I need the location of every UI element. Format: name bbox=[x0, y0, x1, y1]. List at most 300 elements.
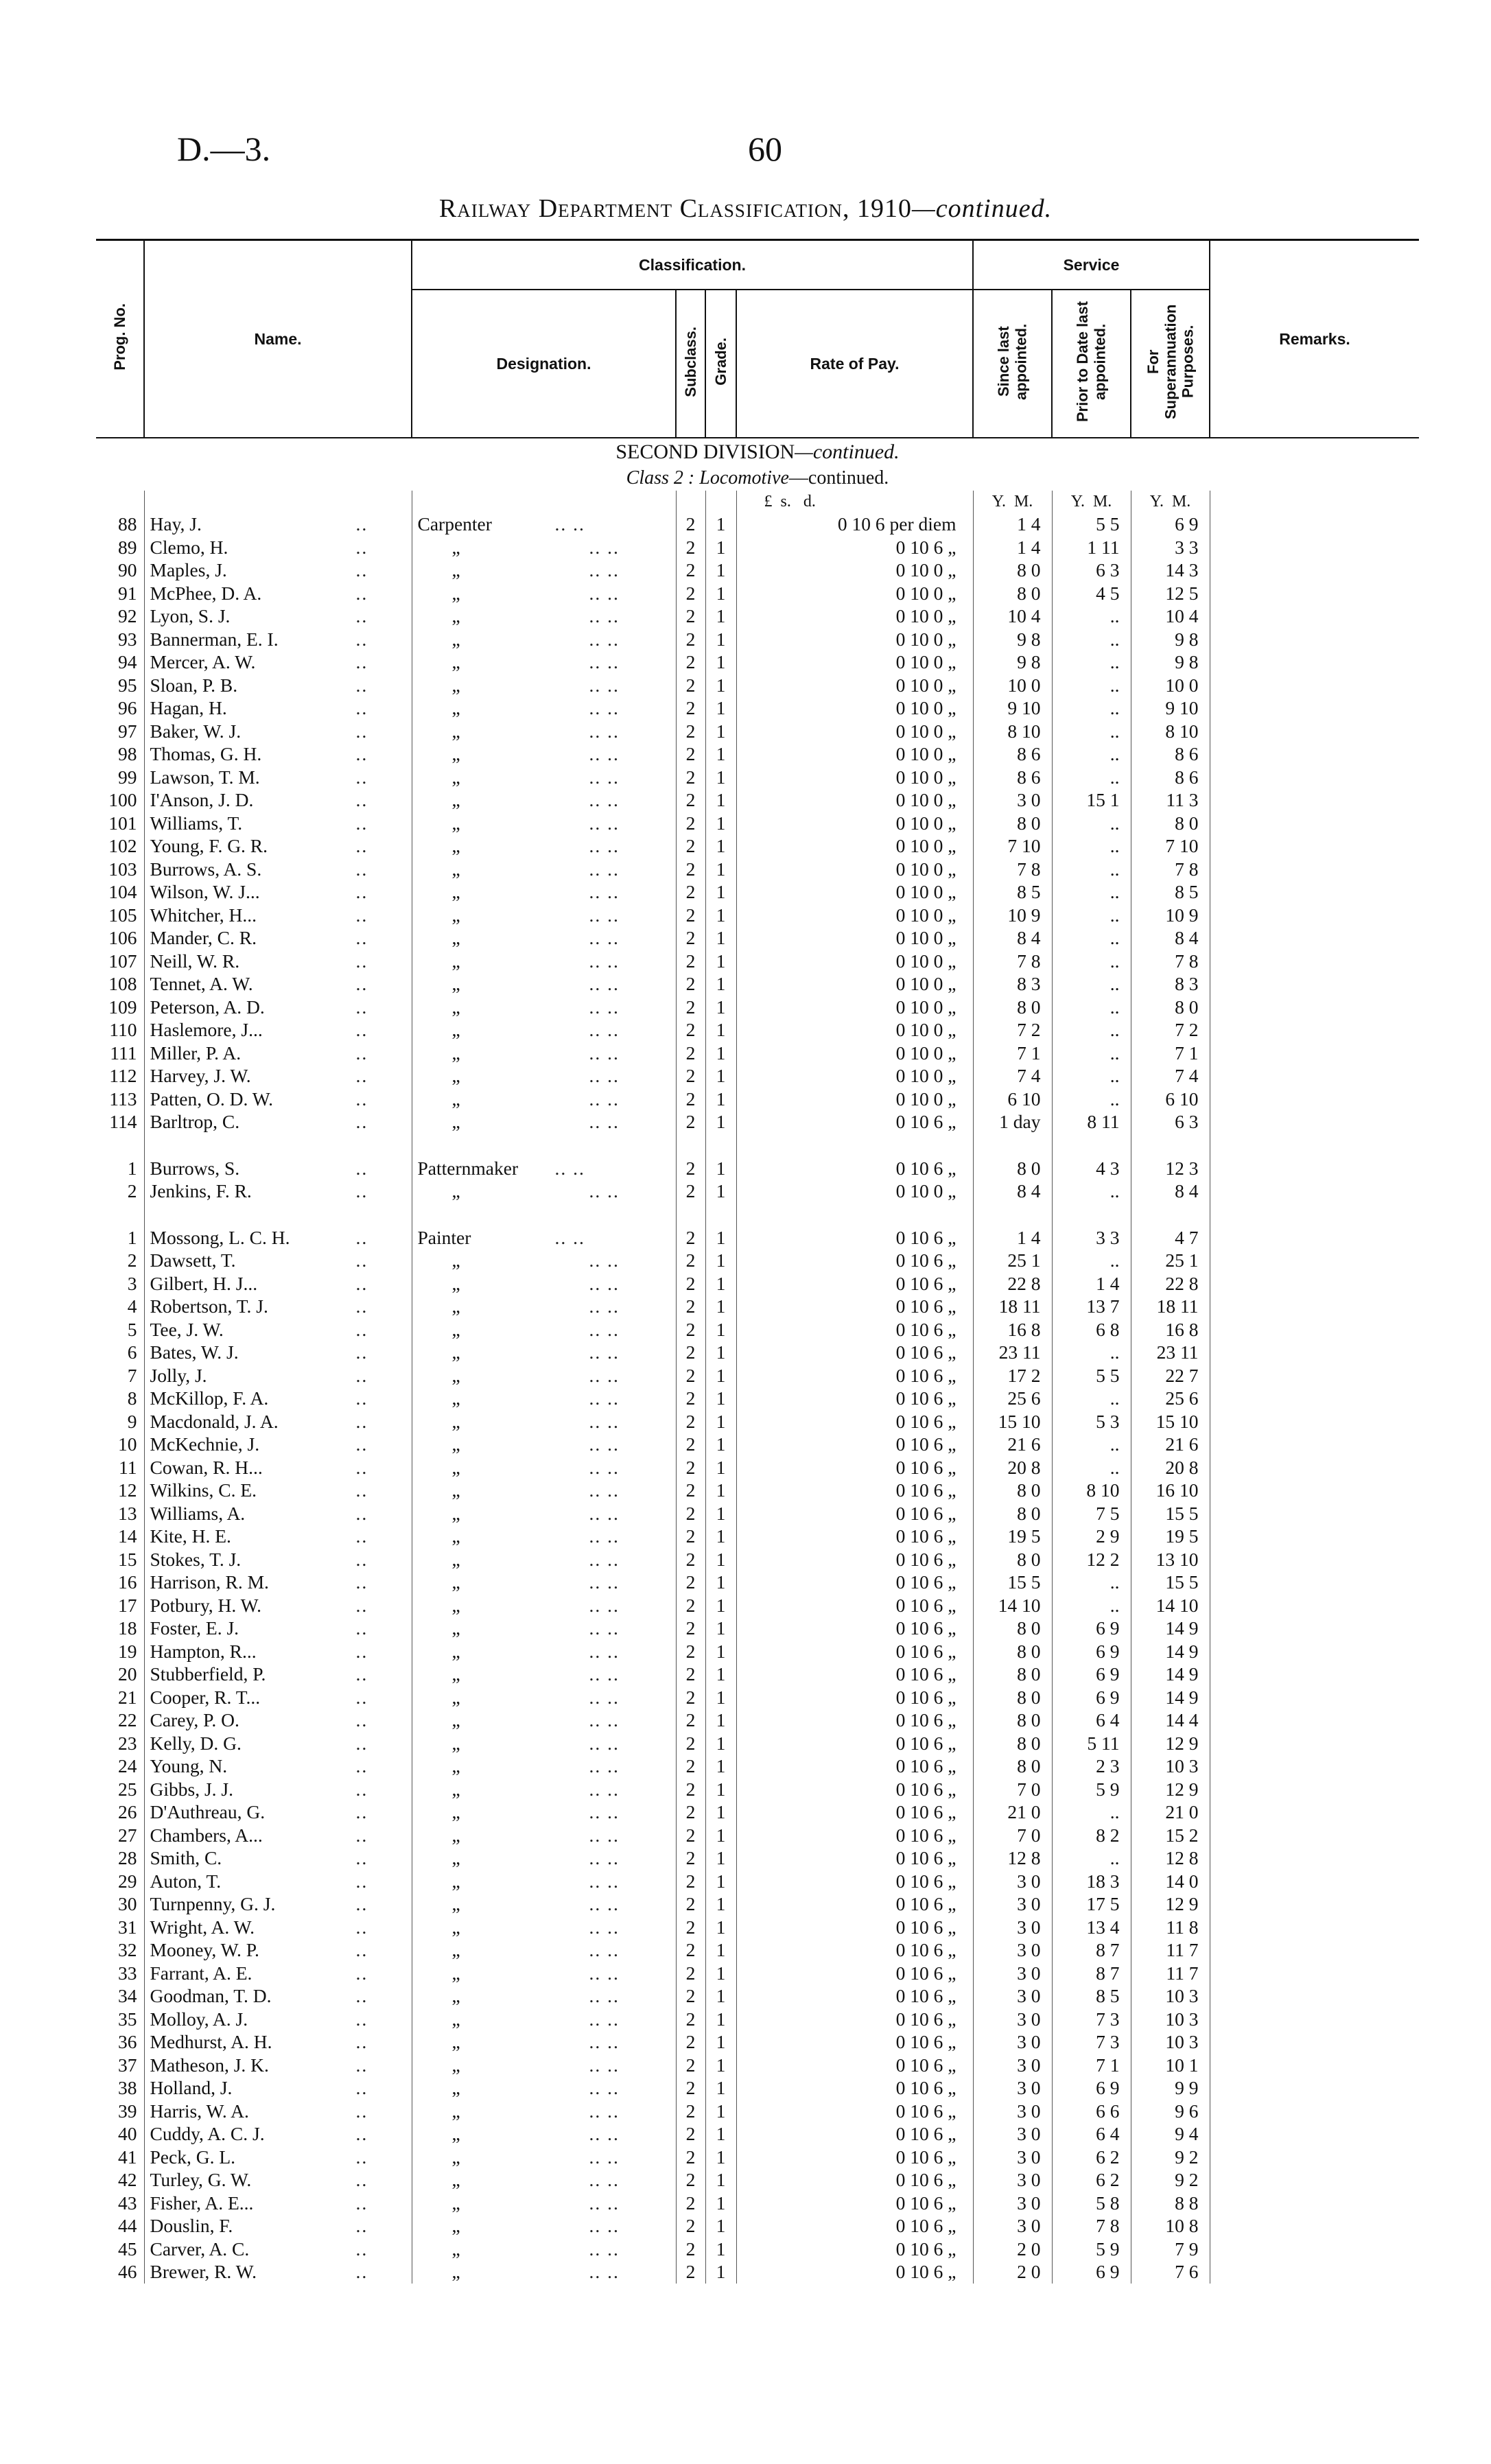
rate-of-pay-cell: 0 10 6 „ bbox=[736, 1962, 973, 1985]
name-cell bbox=[144, 1272, 412, 1295]
for-super-cell: 12 5 bbox=[1131, 582, 1210, 605]
designation-text: Patternmaker bbox=[417, 1157, 519, 1179]
name-text: Auton, T. bbox=[150, 1870, 222, 1892]
for-super-cell: 21 0 bbox=[1131, 1800, 1210, 1824]
table-row bbox=[96, 1548, 1419, 1571]
name-text: Whitcher, H... bbox=[150, 904, 257, 926]
designation-cell bbox=[412, 1709, 676, 1732]
prog-no-cell: 46 bbox=[118, 2261, 137, 2282]
name-cell bbox=[144, 1962, 412, 1985]
since-last-cell: 25 1 bbox=[973, 1249, 1052, 1272]
leader-dots: .. .. bbox=[589, 1433, 620, 1455]
for-super-cell: 10 4 bbox=[1131, 605, 1210, 628]
remarks-cell bbox=[1210, 1387, 1419, 1410]
designation-text: „ bbox=[451, 1180, 460, 1201]
name-text: I'Anson, J. D. bbox=[150, 789, 254, 810]
designation-text: „ bbox=[451, 1709, 460, 1730]
name-text: Gibbs, J. J. bbox=[150, 1778, 233, 1800]
prior-to-date-cell: 4 5 bbox=[1052, 582, 1131, 605]
name-text: Medhurst, A. H. bbox=[150, 2031, 272, 2052]
remarks-cell bbox=[1210, 2076, 1419, 2100]
table-row bbox=[96, 972, 1419, 996]
leader-dots: .. .. bbox=[589, 950, 620, 972]
leader-dots: .. .. bbox=[589, 1893, 620, 1914]
since-last-cell: 8 0 bbox=[973, 1755, 1052, 1778]
name-text: Macdonald, J. A. bbox=[150, 1410, 279, 1432]
designation-text: „ bbox=[451, 927, 460, 948]
leader-dots: .. .. bbox=[589, 1939, 620, 1960]
header-for-super-label: For Superannuation Purposes. bbox=[1144, 304, 1197, 419]
subclass-cell: 2 bbox=[676, 1778, 705, 1801]
grade-cell: 1 bbox=[705, 1686, 736, 1709]
prior-to-date-cell: 6 9 bbox=[1052, 1663, 1131, 1686]
prog-no-cell: 101 bbox=[108, 812, 137, 834]
remarks-cell bbox=[1210, 2100, 1419, 2123]
grade-cell: 1 bbox=[705, 1433, 736, 1456]
designation-text: „ bbox=[451, 2100, 460, 2122]
rate-of-pay-cell: 0 10 6 „ bbox=[736, 2008, 973, 2031]
for-super-cell: 7 2 bbox=[1131, 1018, 1210, 1042]
for-super-cell: 8 6 bbox=[1131, 766, 1210, 789]
leader-dots: .. bbox=[355, 605, 368, 626]
subclass-cell: 2 bbox=[676, 1525, 705, 1548]
prior-to-date-cell: 6 9 bbox=[1052, 1686, 1131, 1709]
table-row bbox=[96, 834, 1419, 858]
table-row bbox=[96, 996, 1419, 1019]
prog-no-cell: 99 bbox=[118, 766, 137, 788]
grade-cell: 1 bbox=[705, 1249, 736, 1272]
leader-dots: .. .. bbox=[589, 881, 620, 902]
designation-cell bbox=[412, 1410, 676, 1433]
name-text: Carver, A. C. bbox=[150, 2238, 250, 2260]
since-last-cell: 21 0 bbox=[973, 1800, 1052, 1824]
name-cell bbox=[144, 1571, 412, 1594]
designation-text: „ bbox=[451, 628, 460, 650]
designation-cell bbox=[412, 2008, 676, 2031]
name-cell bbox=[144, 2168, 412, 2192]
table-row bbox=[96, 1846, 1419, 1870]
since-last-cell: 8 3 bbox=[973, 972, 1052, 996]
designation-cell bbox=[412, 628, 676, 651]
designation-cell bbox=[412, 1640, 676, 1663]
for-super-cell: 3 3 bbox=[1131, 536, 1210, 559]
prior-to-date-cell: 7 5 bbox=[1052, 1502, 1131, 1525]
prog-no-cell: 90 bbox=[118, 559, 137, 580]
remarks-cell bbox=[1210, 926, 1419, 950]
grade-cell: 1 bbox=[705, 1018, 736, 1042]
leader-dots: .. .. bbox=[589, 927, 620, 948]
designation-cell bbox=[412, 1892, 676, 1916]
name-text: Cowan, R. H... bbox=[150, 1456, 263, 1478]
table-row bbox=[96, 513, 1419, 536]
leader-dots: .. .. bbox=[589, 1479, 620, 1501]
grade-cell: 1 bbox=[705, 1824, 736, 1847]
remarks-cell bbox=[1210, 1846, 1419, 1870]
name-text: Gilbert, H. J... bbox=[150, 1272, 258, 1294]
designation-text: „ bbox=[451, 1364, 460, 1386]
name-text: Matheson, J. K. bbox=[150, 2054, 269, 2076]
prog-no-cell: 112 bbox=[109, 1065, 137, 1086]
since-last-cell: 7 10 bbox=[973, 834, 1052, 858]
subclass-cell: 2 bbox=[676, 582, 705, 605]
table-row bbox=[96, 720, 1419, 743]
header-grade-label: Grade. bbox=[712, 338, 729, 386]
designation-text: „ bbox=[451, 835, 460, 856]
designation-text: „ bbox=[451, 559, 460, 580]
leader-dots: .. .. bbox=[589, 1709, 620, 1730]
name-cell bbox=[144, 858, 412, 881]
since-last-cell: 8 6 bbox=[973, 766, 1052, 789]
leader-dots: .. .. bbox=[589, 835, 620, 856]
prog-no-cell: 100 bbox=[108, 789, 137, 810]
prog-no-cell: 30 bbox=[118, 1893, 137, 1914]
leader-dots: .. .. bbox=[589, 628, 620, 650]
leader-dots: .. .. bbox=[589, 720, 620, 742]
designation-cell bbox=[412, 1387, 676, 1410]
header-service: Service bbox=[973, 240, 1210, 290]
table-row bbox=[96, 766, 1419, 789]
designation-cell bbox=[412, 2192, 676, 2215]
prior-to-date-cell: 1 11 bbox=[1052, 536, 1131, 559]
prior-to-date-cell: 8 5 bbox=[1052, 1984, 1131, 2008]
since-last-cell: 10 4 bbox=[973, 605, 1052, 628]
prior-to-date-cell: .. bbox=[1052, 904, 1131, 927]
leader-dots: .. bbox=[355, 812, 368, 834]
name-text: McKechnie, J. bbox=[150, 1433, 260, 1455]
since-last-cell: 7 0 bbox=[973, 1824, 1052, 1847]
for-super-cell: 7 1 bbox=[1131, 1042, 1210, 1065]
leader-dots: .. bbox=[355, 1893, 368, 1914]
leader-dots: .. .. bbox=[589, 1640, 620, 1662]
designation-text: „ bbox=[451, 2031, 460, 2052]
name-cell bbox=[144, 926, 412, 950]
prog-no-cell: 106 bbox=[108, 927, 137, 948]
name-cell bbox=[144, 1088, 412, 1111]
designation-cell bbox=[412, 1157, 676, 1180]
prog-no-cell: 96 bbox=[118, 697, 137, 718]
grade-cell: 1 bbox=[705, 2168, 736, 2192]
for-super-cell: 9 10 bbox=[1131, 696, 1210, 720]
since-last-cell: 15 5 bbox=[973, 1571, 1052, 1594]
name-cell bbox=[144, 1018, 412, 1042]
name-cell bbox=[144, 1617, 412, 1640]
rate-of-pay-cell: 0 10 0 „ bbox=[736, 972, 973, 996]
table-row bbox=[96, 1892, 1419, 1916]
prog-no-cell: 13 bbox=[118, 1502, 137, 1524]
name-cell bbox=[144, 2030, 412, 2054]
rate-of-pay-cell: 0 10 6 „ bbox=[736, 2168, 973, 2192]
name-text: Bates, W. J. bbox=[150, 1341, 239, 1363]
name-cell bbox=[144, 1846, 412, 1870]
unit-super bbox=[1131, 491, 1210, 513]
leader-dots: .. bbox=[355, 1801, 368, 1822]
designation-text: „ bbox=[451, 536, 460, 558]
leader-dots: .. bbox=[355, 2031, 368, 2052]
designation-text: „ bbox=[451, 1916, 460, 1938]
unit-shillings: s. bbox=[780, 493, 791, 511]
name-cell bbox=[144, 2214, 412, 2238]
remarks-cell bbox=[1210, 2122, 1419, 2146]
for-super-cell: 6 9 bbox=[1131, 513, 1210, 536]
for-super-cell: 25 1 bbox=[1131, 1249, 1210, 1272]
name-text: Neill, W. R. bbox=[150, 950, 240, 972]
prior-to-date-cell: .. bbox=[1052, 1018, 1131, 1042]
rate-of-pay-cell: 0 10 6 „ bbox=[736, 1938, 973, 1962]
prior-to-date-cell: 6 6 bbox=[1052, 2100, 1131, 2123]
leader-dots: .. bbox=[355, 904, 368, 926]
remarks-cell bbox=[1210, 1525, 1419, 1548]
table-row bbox=[96, 1962, 1419, 1985]
name-text: Burrows, A. S. bbox=[150, 858, 262, 880]
designation-cell bbox=[412, 904, 676, 927]
name-text: Jolly, J. bbox=[150, 1364, 207, 1386]
rate-of-pay-cell: 0 10 6 „ bbox=[736, 536, 973, 559]
prog-no-cell: 23 bbox=[118, 1732, 137, 1754]
designation-cell bbox=[412, 559, 676, 582]
rate-of-pay-cell: 0 10 0 „ bbox=[736, 1064, 973, 1088]
prog-no-cell: 14 bbox=[118, 1525, 137, 1547]
since-last-cell: 8 0 bbox=[973, 1709, 1052, 1732]
leader-dots: .. bbox=[355, 1686, 368, 1708]
name-cell bbox=[144, 536, 412, 559]
designation-cell bbox=[412, 2214, 676, 2238]
for-super-cell: 11 3 bbox=[1131, 788, 1210, 812]
designation-text: „ bbox=[451, 1341, 460, 1363]
header-rate-of-pay: Rate of Pay. bbox=[736, 290, 973, 438]
rate-of-pay-cell: 0 10 0 „ bbox=[736, 720, 973, 743]
since-last-cell: 8 0 bbox=[973, 1479, 1052, 1502]
designation-cell bbox=[412, 950, 676, 973]
name-cell bbox=[144, 812, 412, 835]
rate-of-pay-cell: 0 10 0 „ bbox=[736, 696, 973, 720]
rate-of-pay-cell: 0 10 6 „ bbox=[736, 1916, 973, 1939]
prog-no-cell: 105 bbox=[108, 904, 137, 926]
name-cell bbox=[144, 513, 412, 536]
name-text: Fisher, A. E... bbox=[150, 2192, 254, 2214]
name-cell bbox=[144, 2076, 412, 2100]
leader-dots: .. bbox=[355, 1111, 368, 1132]
grade-cell: 1 bbox=[705, 2100, 736, 2123]
prior-to-date-cell: .. bbox=[1052, 605, 1131, 628]
prior-to-date-cell: 5 3 bbox=[1052, 1410, 1131, 1433]
header-name: Name. bbox=[144, 240, 412, 438]
since-last-cell: 8 4 bbox=[973, 926, 1052, 950]
leader-dots: .. bbox=[355, 2238, 368, 2260]
name-cell bbox=[144, 2146, 412, 2169]
leader-dots: .. .. bbox=[589, 1019, 620, 1040]
class-label: Class 2 : bbox=[626, 467, 695, 489]
remarks-cell bbox=[1210, 2192, 1419, 2215]
remarks-cell bbox=[1210, 582, 1419, 605]
table-row bbox=[96, 1938, 1419, 1962]
remarks-cell bbox=[1210, 536, 1419, 559]
name-text: Turley, G. W. bbox=[150, 2169, 252, 2190]
subclass-cell: 2 bbox=[676, 972, 705, 996]
name-text: Hagan, H. bbox=[150, 697, 227, 718]
name-cell bbox=[144, 1318, 412, 1341]
prog-no-cell: 93 bbox=[118, 628, 137, 650]
header-classification: Classification. bbox=[412, 240, 973, 290]
subclass-cell: 2 bbox=[676, 1594, 705, 1617]
subclass-cell: 2 bbox=[676, 1870, 705, 1893]
designation-cell bbox=[412, 972, 676, 996]
remarks-cell bbox=[1210, 766, 1419, 789]
table-row bbox=[96, 812, 1419, 835]
designation-text: „ bbox=[451, 1847, 460, 1868]
name-text: Tennet, A. W. bbox=[150, 973, 253, 994]
designation-cell bbox=[412, 1226, 676, 1249]
subclass-cell: 2 bbox=[676, 650, 705, 674]
leader-dots: .. .. bbox=[589, 1180, 620, 1201]
for-super-cell: 13 10 bbox=[1131, 1548, 1210, 1571]
leader-dots: .. .. bbox=[589, 2008, 620, 2030]
for-super-cell: 8 3 bbox=[1131, 972, 1210, 996]
for-super-cell: 25 6 bbox=[1131, 1387, 1210, 1410]
prog-no-cell: 11 bbox=[119, 1456, 137, 1478]
rate-of-pay-cell: 0 10 6 „ bbox=[736, 2146, 973, 2169]
prior-to-date-cell: 7 1 bbox=[1052, 2054, 1131, 2077]
designation-cell bbox=[412, 720, 676, 743]
designation-text: „ bbox=[451, 743, 460, 764]
since-last-cell: 8 6 bbox=[973, 742, 1052, 766]
designation-cell bbox=[412, 2100, 676, 2123]
class-heading bbox=[96, 466, 1419, 491]
unit-y: Y. bbox=[1070, 493, 1085, 511]
subclass-cell: 2 bbox=[676, 513, 705, 536]
remarks-cell bbox=[1210, 1824, 1419, 1847]
leader-dots: .. bbox=[355, 881, 368, 902]
subclass-cell: 2 bbox=[676, 950, 705, 973]
unit-y: Y. bbox=[1149, 493, 1164, 511]
designation-cell bbox=[412, 742, 676, 766]
prior-to-date-cell: .. bbox=[1052, 1800, 1131, 1824]
rate-of-pay-cell: 0 10 0 „ bbox=[736, 605, 973, 628]
rate-of-pay-cell: 0 10 6 „ bbox=[736, 1295, 973, 1318]
leader-dots: .. .. bbox=[589, 743, 620, 764]
leader-dots: .. .. bbox=[589, 559, 620, 580]
table-row bbox=[96, 1018, 1419, 1042]
subclass-cell: 2 bbox=[676, 1709, 705, 1732]
rate-of-pay-cell: 0 10 6 „ bbox=[736, 1249, 973, 1272]
designation-cell bbox=[412, 1064, 676, 1088]
remarks-cell bbox=[1210, 1800, 1419, 1824]
name-cell bbox=[144, 1433, 412, 1456]
subclass-cell: 2 bbox=[676, 536, 705, 559]
since-last-cell: 3 0 bbox=[973, 1870, 1052, 1893]
remarks-cell bbox=[1210, 1984, 1419, 2008]
leader-dots: .. .. bbox=[589, 766, 620, 788]
unit-since bbox=[973, 491, 1052, 513]
for-super-cell: 22 8 bbox=[1131, 1272, 1210, 1295]
designation-cell bbox=[412, 1295, 676, 1318]
prior-to-date-cell: 6 2 bbox=[1052, 2146, 1131, 2169]
since-last-cell: 3 0 bbox=[973, 2192, 1052, 2215]
name-cell bbox=[144, 1916, 412, 1939]
leader-dots: .. bbox=[355, 582, 368, 604]
leader-dots: .. .. bbox=[589, 812, 620, 834]
name-text: Miller, P. A. bbox=[150, 1042, 242, 1064]
since-last-cell: 1 day bbox=[973, 1110, 1052, 1134]
prior-to-date-cell: .. bbox=[1052, 1594, 1131, 1617]
for-super-cell: 16 10 bbox=[1131, 1479, 1210, 1502]
leader-dots: .. bbox=[355, 743, 368, 764]
table-row bbox=[96, 1755, 1419, 1778]
designation-text: „ bbox=[451, 1962, 460, 1984]
designation-text: „ bbox=[451, 2123, 460, 2144]
designation-cell bbox=[412, 1870, 676, 1893]
page-code: D.—3. bbox=[177, 130, 271, 168]
subclass-cell: 2 bbox=[676, 788, 705, 812]
remarks-cell bbox=[1210, 1709, 1419, 1732]
since-last-cell: 8 0 bbox=[973, 1617, 1052, 1640]
leader-dots: .. bbox=[355, 1640, 368, 1662]
prior-to-date-cell: .. bbox=[1052, 812, 1131, 835]
since-last-cell: 15 10 bbox=[973, 1410, 1052, 1433]
for-super-cell: 16 8 bbox=[1131, 1318, 1210, 1341]
for-super-cell: 11 7 bbox=[1131, 1962, 1210, 1985]
class-name: Locomotive bbox=[699, 467, 789, 489]
subclass-cell: 2 bbox=[676, 696, 705, 720]
leader-dots: .. .. bbox=[589, 1847, 620, 1868]
remarks-cell bbox=[1210, 1755, 1419, 1778]
table-row bbox=[96, 1042, 1419, 1065]
designation-text: „ bbox=[451, 881, 460, 902]
remarks-cell bbox=[1210, 858, 1419, 881]
prior-to-date-cell: .. bbox=[1052, 858, 1131, 881]
prior-to-date-cell: .. bbox=[1052, 1387, 1131, 1410]
subclass-cell: 2 bbox=[676, 1984, 705, 2008]
designation-text: „ bbox=[451, 766, 460, 788]
name-text: Patten, O. D. W. bbox=[150, 1088, 274, 1110]
name-text: Mander, C. R. bbox=[150, 927, 257, 948]
since-last-cell: 10 0 bbox=[973, 674, 1052, 697]
name-text: Potbury, H. W. bbox=[150, 1594, 261, 1616]
grade-cell: 1 bbox=[705, 2054, 736, 2077]
grade-cell: 1 bbox=[705, 1410, 736, 1433]
for-super-cell: 14 10 bbox=[1131, 1594, 1210, 1617]
prior-to-date-cell: .. bbox=[1052, 926, 1131, 950]
rate-of-pay-cell: 0 10 0 „ bbox=[736, 926, 973, 950]
designation-cell bbox=[412, 2122, 676, 2146]
table-row bbox=[96, 696, 1419, 720]
prior-to-date-cell: 3 3 bbox=[1052, 1226, 1131, 1249]
table-row bbox=[96, 2100, 1419, 2123]
name-text: Holland, J. bbox=[150, 2077, 233, 2098]
prior-to-date-cell: .. bbox=[1052, 1846, 1131, 1870]
subclass-cell: 2 bbox=[676, 1180, 705, 1203]
since-last-cell: 3 0 bbox=[973, 1984, 1052, 2008]
name-cell bbox=[144, 2054, 412, 2077]
for-super-cell: 11 7 bbox=[1131, 1938, 1210, 1962]
remarks-cell bbox=[1210, 1042, 1419, 1065]
prior-to-date-cell: 7 3 bbox=[1052, 2030, 1131, 2054]
designation-cell bbox=[412, 1479, 676, 1502]
table-row bbox=[96, 1984, 1419, 2008]
leader-dots: .. bbox=[355, 536, 368, 558]
prog-no-cell: 35 bbox=[118, 2008, 137, 2030]
unit-pounds: £ bbox=[764, 493, 773, 511]
leader-dots: .. .. bbox=[589, 536, 620, 558]
leader-dots: .. bbox=[355, 1180, 368, 1201]
leader-dots: .. bbox=[355, 1157, 368, 1179]
prog-no-cell: 37 bbox=[118, 2054, 137, 2076]
leader-dots: .. bbox=[355, 2123, 368, 2144]
remarks-cell bbox=[1210, 650, 1419, 674]
grade-cell: 1 bbox=[705, 1984, 736, 2008]
leader-dots: .. bbox=[355, 2261, 368, 2282]
for-super-cell: 10 3 bbox=[1131, 1984, 1210, 2008]
grade-cell: 1 bbox=[705, 1962, 736, 1985]
